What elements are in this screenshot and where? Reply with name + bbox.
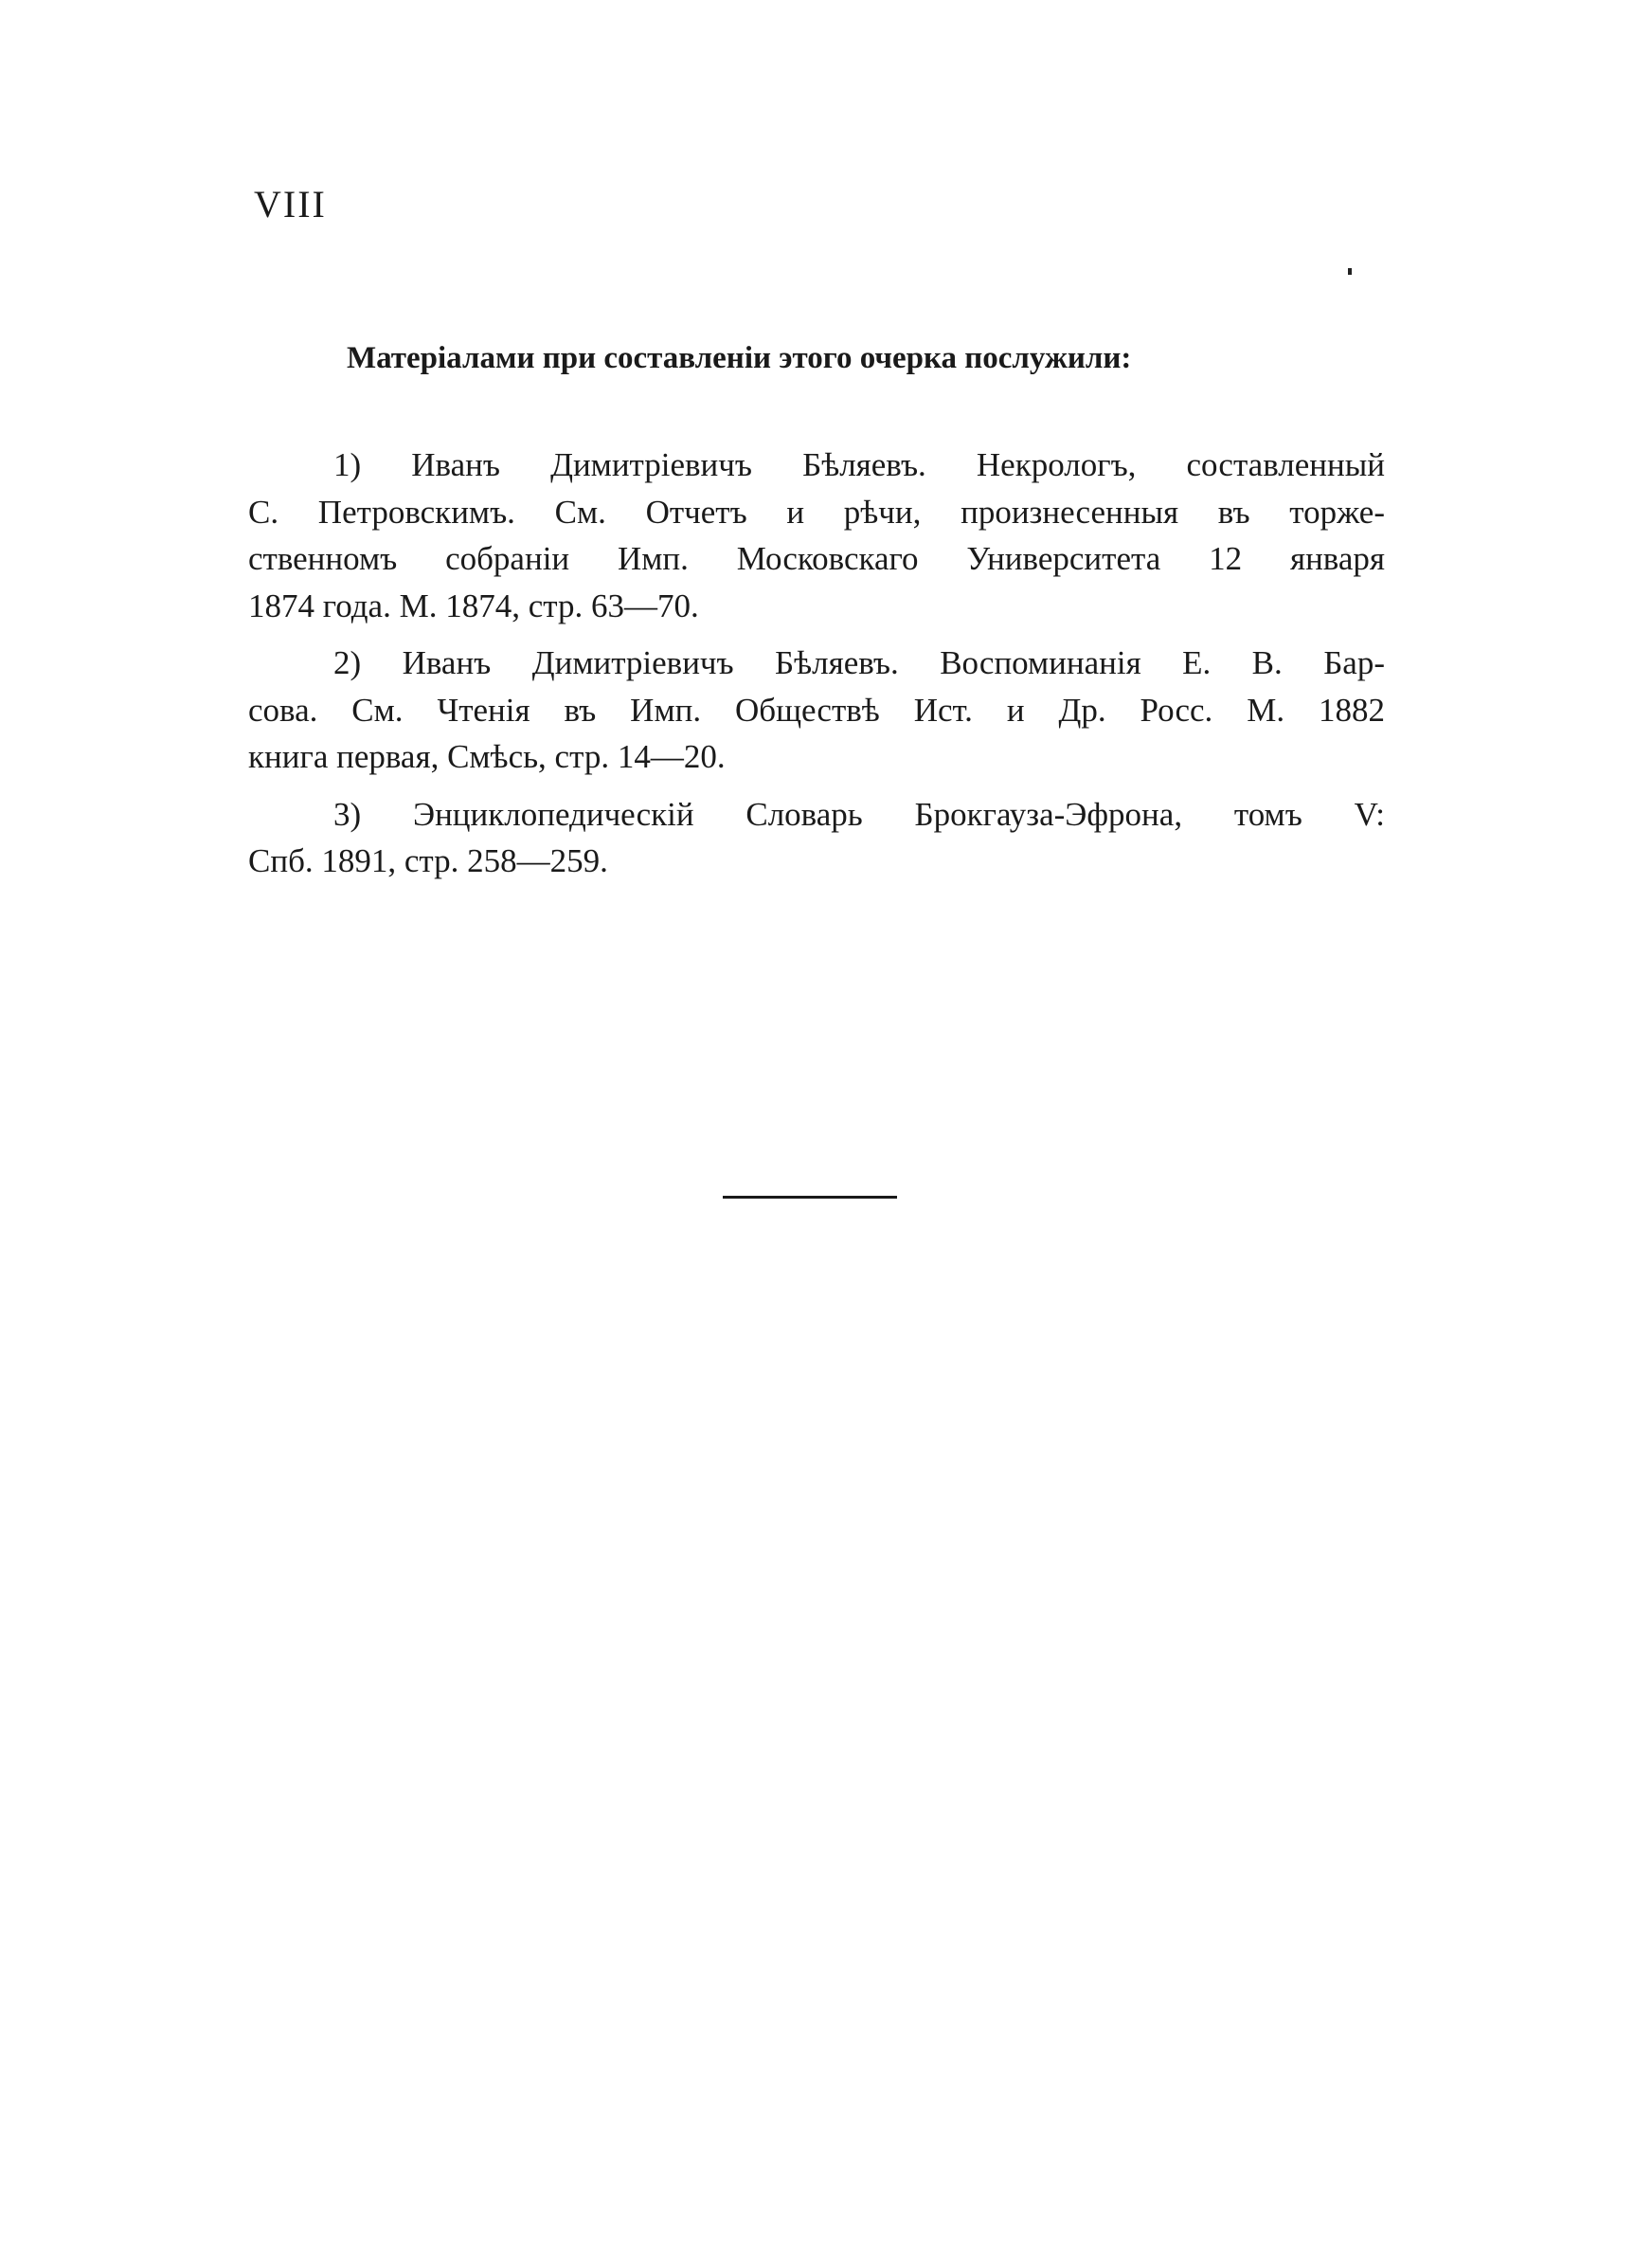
section-divider (723, 1196, 897, 1199)
print-speck (1348, 268, 1352, 275)
sources-heading: Матеріалами при составленіи этого очерка послужили: (347, 341, 1132, 375)
reference-line: 1) Иванъ Димитріевичъ Бѣляевъ. Некрологъ, составленный (333, 446, 1385, 483)
reference-line: 1874 года. М. 1874, стр. 63—70. (248, 587, 699, 624)
page-number: VIII (254, 183, 327, 226)
reference-list (248, 442, 1385, 895)
reference-line: Спб. 1891, стр. 258—259. (248, 842, 608, 879)
reference-line: сова. См. Чтенія въ Имп. Обществѣ Ист. и Др. Росс. М. 1882 (248, 691, 1385, 729)
reference-item-2 (248, 640, 1385, 781)
reference-line: ственномъ собраніи Имп. Московскаго Университета 12 января (248, 540, 1385, 577)
reference-line: С. Петровскимъ. См. Отчетъ и рѣчи, произнесенныя въ торже- (248, 493, 1385, 531)
reference-item-3 (248, 791, 1385, 885)
reference-line: 3) Энциклопедическій Словарь Брокгауза-Эфрона, томъ V: (333, 795, 1385, 833)
reference-item-1 (248, 442, 1385, 629)
reference-line: 2) Иванъ Димитріевичъ Бѣляевъ. Воспоминанія Е. В. Бар- (333, 644, 1385, 681)
reference-line: книга первая, Смѣсь, стр. 14—20. (248, 738, 726, 775)
